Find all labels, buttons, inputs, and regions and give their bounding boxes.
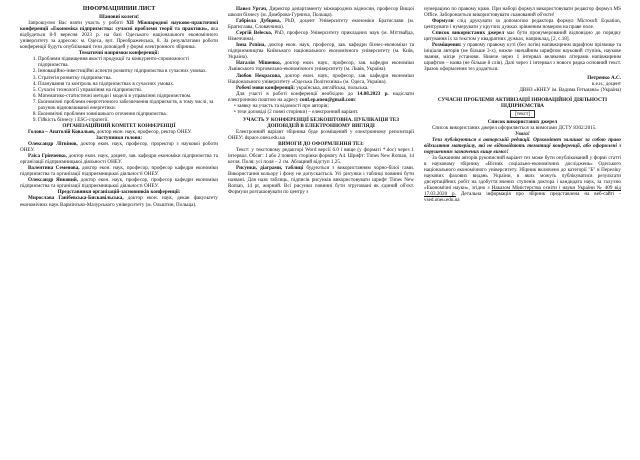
head-desc: доктор екон. наук, професор, ректор ОНЕУ. bbox=[95, 128, 192, 135]
sources-paragraph bbox=[424, 30, 621, 42]
layout-paragraph bbox=[424, 42, 621, 72]
notice-text: Електронний варіант збірника буде розміщений у електронному репозитарії ОНЕУ: dspace.oneu.edu.ua bbox=[228, 128, 414, 141]
committee-member bbox=[228, 30, 414, 42]
head-name: Голова – Анатолій Ковальов, bbox=[28, 128, 96, 135]
bullet-icon: • bbox=[234, 102, 238, 109]
member-desc: доктор екон. наук, професор, професор кафедри економіки підприємства та організації підприємницької діяльності ОНЕУ. bbox=[20, 165, 218, 178]
member-desc: доктор екон. наук, професор, зав. кафедри економіки Львівського торговельно-економічного університету (м. Львів, Україна). bbox=[228, 60, 414, 73]
member-desc: доктор екон. наук, професор, професор кафедри економіки підприємства та організації підприємницької діяльності ОНЕУ. bbox=[20, 177, 218, 190]
requirements-text: Текст: у текстовому редакторі Word версії 6.0 і вище (у форматі *.doc) через 1 інтервал. Обсяг: 1 або 2 повних сторінки формату А4. Шрифт: Times New Roman, 14 кегля. Поля: усі поля – 2 см. Абзацний відступ 1,25. bbox=[228, 147, 414, 166]
topic-item: 1. Проблеми підвищення якості продукції та конкуренто-спроможності підприємства. bbox=[38, 56, 218, 68]
topic-item: 8. Економічні проблеми зовнішнього оточення підприємства. bbox=[38, 111, 218, 117]
member-name: Габріела Дубцова, bbox=[236, 18, 281, 25]
member-desc: доктор екон. наук, професор, проректор з наукової роботи ОНЕУ. bbox=[20, 141, 218, 154]
members-list bbox=[20, 141, 218, 189]
cofounders-title: Представники організацій-засновників конференції: bbox=[57, 189, 181, 196]
intro-details: яка відбудеться 8-9 вересня 2023 р. на базі Одеського національного економічного університету за адресою: м. Одеса, вул. Преображенська, 8. За результатами роботи конференції будуть опубліковані тези доповідей у формі електронного збірника. bbox=[20, 26, 218, 51]
committee-title: ОРГАНІЗАЦІЙНИЙ КОМІТЕТ КОНФЕРЕНЦІЇ bbox=[62, 122, 176, 129]
formulas-desc: слід друкувати за допомогою редактора формул Microsoft Equation, центрувати і нумерувати у круглих дужках зрівненим номером на праве поле. bbox=[424, 18, 621, 31]
languages-value: українська, англійська, польська. bbox=[294, 84, 369, 91]
document-title: ІНФОРМАЦІЙНИЙ ЛИСТ bbox=[82, 6, 156, 12]
topic-item: 3. Стратегія розвитку підприємства. bbox=[38, 75, 218, 81]
participation bbox=[228, 91, 414, 103]
sources-title: Список використаних джерел bbox=[487, 118, 558, 125]
topic-item: 9. Гійкість бізнесу і ESG-стратегії. bbox=[38, 117, 218, 123]
formulas-label: Формули bbox=[432, 18, 454, 25]
committee-member bbox=[228, 73, 414, 85]
warning-a: Тези публікуються в авторській редакції. Оргкомітет залишає за собою право відхиляння матеріалу, bbox=[424, 136, 621, 149]
member-name: Сергій Веleско, bbox=[236, 30, 273, 37]
participation-colon: : bbox=[354, 96, 357, 103]
column-1 bbox=[20, 6, 218, 458]
sample-author-degree: к.е.н., доцент bbox=[591, 80, 621, 87]
sources-label: Список використаних джерел bbox=[432, 30, 505, 37]
participation-text: Для участі в роботі конференції необхідно до bbox=[236, 90, 358, 97]
warning-b: які не відповідають тематиці конференції, або оформлені з порушенням зазначених вище вимог! bbox=[424, 142, 621, 156]
intro-paragraph bbox=[20, 20, 218, 50]
sample-title: СУЧАСНІ ПРОБЛЕМИ АКТИВІЗАЦІЇ ІННОВАЦІЙНОЇ ДІЯЛЬНОСТІ ПІДПРИЄМСТВА bbox=[437, 96, 608, 109]
topics-title: Тематичні напрямки конференції: bbox=[78, 50, 160, 57]
conference-name: XII Міжнародної науково-практичної конференції «Економіка підприємства: сучасні проблеми теорії та практики», bbox=[20, 20, 218, 33]
column-3 bbox=[424, 6, 621, 458]
member-desc: доктор екон. наук, професор, зав. кафедри бізнес-економіки та підприємництва Київського національного економічного університету (м. Київ, Україна). bbox=[228, 42, 414, 61]
committee-member bbox=[20, 177, 218, 189]
order-link[interactable]: Наказом Міністерства освіти і науки України № 409 від 17.03.2020 р. bbox=[424, 185, 621, 198]
warning-text bbox=[424, 137, 621, 155]
committee-member bbox=[228, 42, 414, 60]
member-desc: доктор екон. наук, професор, зав. кафедри економіки Національного університету «Одеська Політехніка» (м. Одеса, Україна). bbox=[228, 72, 414, 85]
bullet-text: тези доповіді (2 повні сторінки) – електронний варіант. bbox=[237, 108, 359, 115]
contact-email[interactable]: conf.ep.oneu@gmail.com bbox=[299, 96, 355, 103]
people-list bbox=[228, 6, 414, 85]
member-desc: доктор екон. наук, доцент, зав. кафедри економіки підприємства та організації підприємницької діяльності ОНЕУ. bbox=[20, 153, 218, 166]
cofounder-entry bbox=[20, 195, 218, 207]
sample-author-name: Петренко А.С. bbox=[587, 74, 621, 81]
intro-text: Запрошуємо Вас взяти участь у роботі bbox=[28, 20, 127, 27]
attention: Увага! bbox=[515, 130, 530, 137]
member-name: Наталія Мішенко, bbox=[236, 60, 281, 67]
figures-label: Рисунки, діаграми, таблиці bbox=[236, 165, 304, 172]
topics-list bbox=[20, 56, 218, 123]
submission-bullets bbox=[228, 103, 414, 115]
final-text: За бажанням авторів рукописний варіант тез може бути опублікований у формі статті в науковому збірнику «Вісник соціально-економічних досліджень» Одеського національного економічного університету. Збірник включено до категорії "Б" в Переліку наукових фахових видань України, в яких можуть публікуватися результати дисертаційних робіт на здобуття вчених ступенів доктора і кандидата наук, за галуззю «Економічні науки», згідно з bbox=[424, 155, 621, 192]
formulas-paragraph bbox=[424, 18, 621, 30]
sample-author-org: ДВНЗ «КНЕУ ім. Вадима Гетьмана» (Україна) bbox=[519, 86, 621, 93]
text-placeholder: [текст] bbox=[510, 110, 535, 118]
member-name: Інна Рєпіна, bbox=[236, 42, 266, 49]
requirements-title: ВИМОГИ ДО ОФОРМЛЕННЯ ТЕЗ: bbox=[278, 141, 364, 148]
member-desc: Директор департаменту міжнародних відносин, професор Вищої школи бізнесу (м. Домброва-Гурнича, Польща). bbox=[228, 6, 414, 19]
committee-member bbox=[228, 18, 414, 30]
final-end: Детальна інформація про збірник представлена на веб-сайті - vsed.oneu.edu.ua bbox=[424, 191, 621, 204]
bullet-text: заявку на участь та відомості про авторів; bbox=[237, 102, 329, 109]
member-desc: PhD, професор Університету прикладних наук (м. Міттвайда, Німеччина). bbox=[228, 30, 414, 43]
bullet-icon: • bbox=[234, 108, 238, 115]
deputies-title: Заступники голови: bbox=[95, 134, 143, 141]
greeting: Шановні колеги! bbox=[99, 14, 139, 21]
layout-label: Розміщення: bbox=[432, 42, 462, 49]
member-name: Валентина Семенова, bbox=[28, 165, 80, 172]
member-name: Олександр Літвінов, bbox=[28, 141, 78, 148]
cofounder-desc: доктор екон. наук, декан факультету економічних наук Вармінсько-Мазурського університету (м. Ольштин, Польща). bbox=[20, 195, 218, 208]
topic-item: 5. Сучасні технології управління на підприємстві. bbox=[38, 87, 218, 93]
topic-item: 7. Економічні проблеми енергетичного забезпечення підприємств, в тому числі, за рахунок відновлюваної енергетики. bbox=[38, 99, 218, 111]
member-desc: PhD, доцент Університету економіки Братислави (м. Братислава, Словаччина). bbox=[228, 18, 414, 31]
participation-text-2: надіслати електронною поштою на адресу bbox=[228, 90, 414, 103]
languages-label: Робочі мови конференції: bbox=[236, 84, 295, 91]
cofounder-name: Мирослава Ганібевська-Бискавільська, bbox=[28, 195, 124, 202]
sources-text: Список використаних джерел оформляється за вимогами ДСТУ 8302:2015. bbox=[432, 124, 597, 131]
member-name: Олександр Янковий, bbox=[28, 177, 79, 184]
formula-text: нумерацією по правому краю. При наборі формул використовувати редактор формул MS Office. Заборонається використовувати сканований об'єкти! bbox=[424, 6, 621, 19]
figures-desc: будуються з використанням чорно-білої гами. Використання кольору і фону не допускається. Усі рисунки і таблиці повинні бути названі. Для назв таблиць, підписів рисунків використовувати шрифт Times New Roman, 14 pt, жирний. Всі рисунки повинні бути згруповані як єдиний об'єкт. Формули розташовувати по центру з bbox=[228, 165, 414, 196]
topic-item: 4. Планування та контроль на підприємствах в сучасних умовах. bbox=[38, 81, 218, 87]
member-name: Любов Некрасова, bbox=[236, 72, 282, 79]
member-name: Павел Ургач, bbox=[236, 6, 268, 12]
committee-member bbox=[20, 141, 218, 153]
topic-item: 6. Математико-статистичні методи і моделі в управлінні підприємством. bbox=[38, 93, 218, 99]
layout-desc: у правому правому куті (без логів) напівжирним шрифтом прізвище та ініціали авторів (не більше 3-х), нижче звичайним шрифтом науковий ступінь, наукове звання, місце установи. Нижче через 1 інтервал великими літерами напівжирним шрифтом – назва (не більше 8 слів). Далі через 1 інтервал з нового рядка основний текст. Зразок оформлення тез додається. bbox=[424, 42, 621, 73]
final-paragraph bbox=[424, 155, 621, 203]
sources-desc: має бути пронумерований відповідно до порядку цитування їх за текстом у квадратних дужках, наприклад, [2, с.18]. bbox=[424, 30, 621, 43]
committee-member bbox=[228, 60, 414, 72]
committee-member bbox=[228, 6, 414, 18]
committee-member bbox=[20, 165, 218, 177]
committee-member bbox=[20, 153, 218, 165]
notice-title: УЧАСТЬ У КОНФЕРЕНЦІЇ БЕЗКОШТОВНА. ПУБЛІКАЦІЯ ТЕЗ ДОПОВІДЕЙ В ЕЛЕКТРОННОМУ ВИГЛЯДІ bbox=[242, 116, 400, 129]
member-name: Раїса Грінченко, bbox=[28, 153, 67, 160]
column-2 bbox=[228, 6, 414, 458]
deadline-date: 14.08.2023 р. bbox=[357, 90, 389, 97]
figures-text bbox=[228, 165, 414, 195]
topic-item: 2. Інноваційно-інвестиційні аспекти розвитку підприємства в сучасних умовах. bbox=[38, 68, 218, 74]
